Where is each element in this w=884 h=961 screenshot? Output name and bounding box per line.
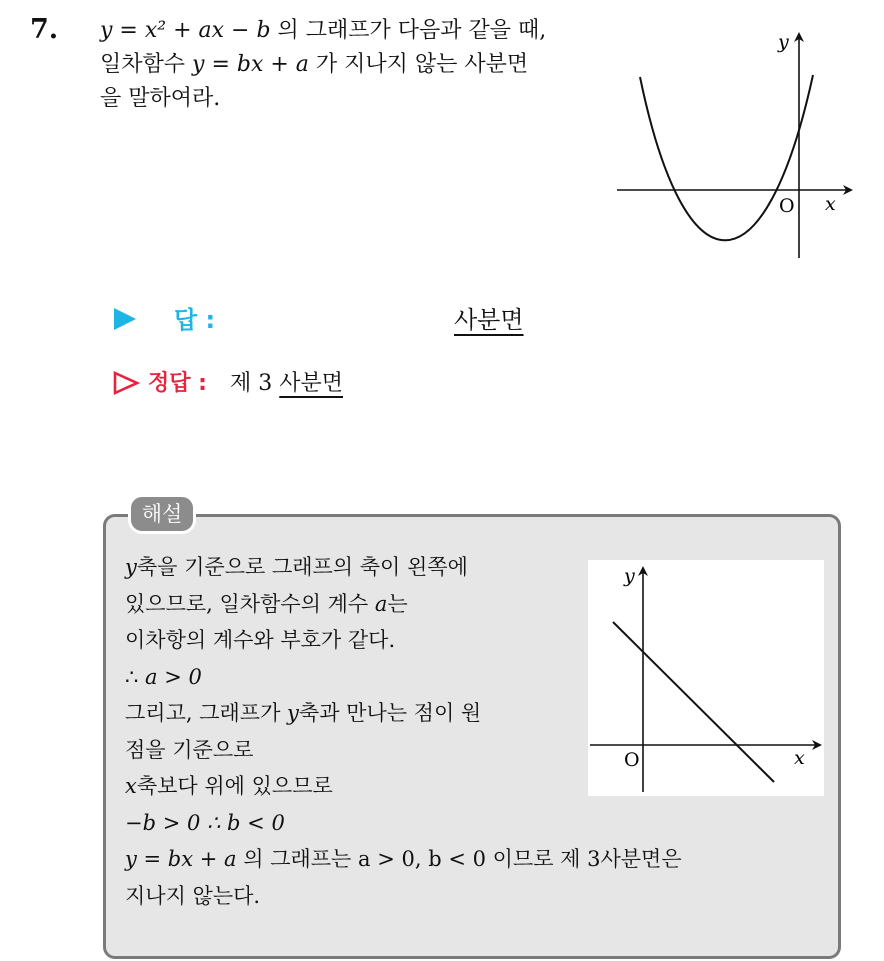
- question-number: 7.: [30, 14, 59, 45]
- question-text: [100, 14, 600, 116]
- question-line: y = x² + ax − b 의 그래프가 다음과 같을 때,: [100, 18, 547, 43]
- explanation-line: y = bx + a 의 그래프는 a > 0, b < 0 이므로 제 3사분면은: [125, 847, 682, 871]
- question-line: 일차함수 y = bx + a 가 지나지 않는 사분면: [100, 52, 529, 77]
- y-axis-label: y: [778, 31, 789, 53]
- y-axis-label: y: [624, 565, 635, 587]
- answer-row: [112, 300, 612, 340]
- explanation-line: 있으므로, 일차함수의 계수 a는: [125, 591, 408, 616]
- explanation-line: x축보다 위에 있으므로: [125, 774, 333, 798]
- x-axis-label: x: [794, 747, 805, 769]
- explanation-line: 지나지 않는다.: [125, 883, 261, 908]
- explanation-tab: 해설: [128, 494, 196, 534]
- correct-answer-row: [112, 364, 612, 404]
- parabola-graph: [615, 30, 855, 260]
- explanation-line: y축을 기준으로 그래프의 축이 왼쪽에: [125, 555, 468, 579]
- origin-label: O: [779, 195, 795, 217]
- explanation-line: 점을 기준으로: [125, 737, 254, 762]
- answer-arrow-icon: [112, 306, 138, 332]
- explanation-line: ∴ a > 0: [125, 664, 202, 689]
- answer-value: 사분면: [454, 306, 524, 334]
- correct-label: 정답 :: [148, 371, 207, 396]
- correct-arrow-icon: [112, 370, 140, 396]
- explanation-line: 이차항의 계수와 부호가 같다.: [125, 628, 396, 652]
- explanation-line: 그리고, 그래프가 y축과 만나는 점이 원: [125, 701, 482, 725]
- linear-graph: [588, 560, 824, 796]
- answer-label: 답 :: [174, 306, 216, 334]
- question-line: 을 말하여라.: [100, 86, 221, 111]
- correct-value: 제 3 사분면: [230, 371, 344, 396]
- x-axis-label: x: [825, 193, 836, 215]
- explanation-line: −b > 0 ∴ b < 0: [125, 810, 285, 835]
- origin-label: O: [624, 749, 640, 771]
